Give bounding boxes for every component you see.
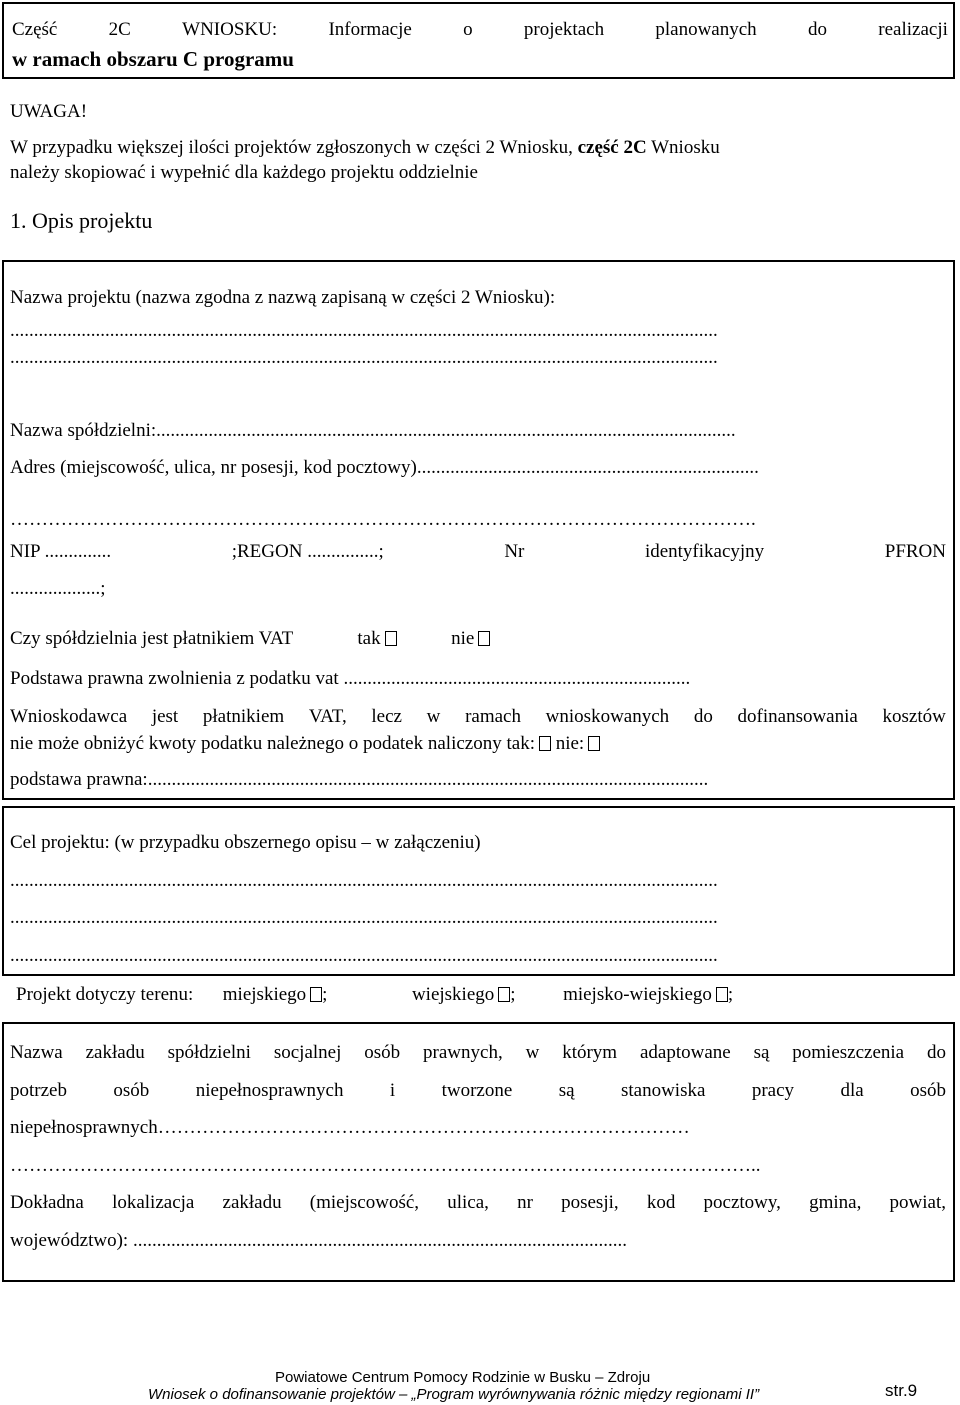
vat-basis-label: Podstawa prawna zwolnienia z podatku vat — [10, 668, 339, 689]
location-line-1: Dokładna lokalizacja zakładu (miejscowość, ulica, nr posesji, kod pocztowy, gmina, powiat, — [10, 1192, 946, 1213]
title-line-2: w ramach obszaru C programu — [12, 47, 294, 71]
goal-dots-2[interactable]: ..................................................................................................................................................... — [10, 907, 718, 928]
vat-question-label: Czy spółdzielnia jest płatnikiem VAT — [10, 628, 293, 649]
area-row — [16, 984, 733, 1006]
project-name-dots-1[interactable]: ..................................................................................................................................................... — [10, 320, 718, 341]
address-dots-line-2[interactable]: ………………………………………………………………………………………………………. — [10, 509, 756, 530]
regon-dots[interactable]: ...............; — [307, 541, 384, 562]
notice-line-2: należy skopiować i wypełnić dla każdego projektu oddzielnie — [10, 162, 478, 183]
vat-basis-row — [10, 668, 946, 690]
page-number: str.9 — [885, 1381, 918, 1400]
footer-line-1: Powiatowe Centrum Pomocy Rodzinie w Busku – Zdroju — [275, 1369, 651, 1386]
facility-line-2: potrzeb osób niepełnosprawnych i tworzone są stanowiska pracy dla osób — [10, 1080, 946, 1101]
area-sep-2: ; — [510, 984, 516, 1005]
vat-basis-dots[interactable]: ......................................................................... — [343, 668, 691, 689]
facility-line-1: Nazwa zakładu spółdzielni socjalnej osób prawnych, w którym adaptowane są pomieszczenia do — [10, 1042, 946, 1063]
notice-suffix: Wniosku — [651, 137, 720, 158]
vat-reduce-line-1: Wnioskodawca jest płatnikiem VAT, lecz w ramach wnioskowanych do dofinansowania kosztów — [10, 706, 946, 727]
coop-name-label: Nazwa spółdzielni: — [10, 420, 157, 441]
area-urban-label: miejskiego — [222, 984, 307, 1005]
area-sep-1: ; — [322, 984, 328, 1005]
coop-name-row — [10, 420, 946, 442]
vat-reduce-no-label: nie: — [555, 733, 585, 754]
nip-field — [10, 541, 111, 563]
area-rural-label: wiejskiego — [411, 984, 495, 1005]
footer-line-2: Wniosek o dofinansowanie projektów – „Program wyrównywania różnic między regionami II” — [148, 1386, 760, 1403]
location-dots[interactable]: ........................................................................................................ — [132, 1230, 627, 1251]
vat-no-checkbox[interactable] — [478, 631, 490, 646]
area-mixed-checkbox[interactable] — [716, 987, 728, 1002]
facility-line-3 — [10, 1117, 946, 1139]
pfron-label-nr: Nr — [504, 541, 525, 562]
facility-dots-4[interactable]: ……………………………………………………………………………………………………….. — [10, 1155, 761, 1176]
vat-reduce-yes-checkbox[interactable] — [539, 736, 551, 751]
section-heading: 1. Opis projektu — [10, 208, 153, 233]
goal-dots-3[interactable]: ..................................................................................................................................................... — [10, 945, 718, 966]
vat-no-label: nie — [451, 628, 475, 649]
pfron-label-pfron: PFRON — [884, 541, 946, 562]
legal-basis-row — [10, 769, 946, 791]
notice-line-1 — [10, 137, 948, 159]
vat-reduce-line-2 — [10, 733, 600, 755]
area-label: Projekt dotyczy terenu: — [16, 984, 194, 1005]
pfron-dots[interactable]: ...................; — [10, 578, 106, 599]
address-row — [10, 457, 946, 479]
regon-field — [232, 541, 384, 563]
vat-yes-checkbox[interactable] — [385, 631, 397, 646]
vat-yes-label: tak — [357, 628, 381, 649]
nip-dots[interactable]: ........... — [58, 541, 112, 562]
vat-reduce-text-2: nie może obniżyć kwoty podatku należnego o podatek naliczony tak: — [10, 733, 535, 754]
location-label: województwo): — [10, 1230, 129, 1251]
facility-line-3-label: niepełnosprawnych — [10, 1117, 158, 1138]
facility-word-potrzeb: potrzeb — [10, 1080, 67, 1101]
project-name-dots-2[interactable]: ..................................................................................................................................................... — [10, 347, 718, 368]
notice-heading: UWAGA! — [10, 101, 88, 122]
nip-label: NIP ... — [10, 541, 59, 562]
facility-line-3-dots[interactable]: ………………………………………………………………………… — [157, 1117, 690, 1138]
legal-basis-label: podstawa prawna: — [10, 769, 148, 790]
address-dots[interactable]: ........................................................................ — [416, 457, 759, 478]
regon-label: ;REGON — [231, 541, 303, 562]
area-sep-3: ; — [727, 984, 734, 1005]
ids-row — [10, 541, 946, 563]
vat-reduce-no-checkbox[interactable] — [588, 736, 600, 751]
vat-question-row — [10, 628, 946, 650]
area-rural-checkbox[interactable] — [498, 987, 510, 1002]
coop-name-dots[interactable]: .......................................................................................................................... — [156, 420, 736, 441]
area-urban-checkbox[interactable] — [310, 987, 322, 1002]
area-mixed-label: miejsko-wiejskiego — [563, 984, 712, 1005]
notice-text: W przypadku większej ilości projektów zgłoszonych w części 2 Wniosku, — [10, 137, 573, 158]
location-line-2 — [10, 1230, 946, 1252]
title-box — [2, 2, 955, 79]
pfron-label-id: identyfikacyjny — [644, 541, 765, 562]
goal-label: Cel projektu: (w przypadku obszernego opisu – w załączeniu) — [10, 832, 481, 853]
goal-dots-1[interactable]: ..................................................................................................................................................... — [10, 870, 718, 891]
title-line-1: Część 2C WNIOSKU: Informacje o projektach planowanych do realizacji — [12, 19, 948, 40]
address-label: Adres (miejscowość, ulica, nr posesji, kod pocztowy) — [10, 457, 417, 478]
notice-bold: część 2C — [577, 137, 647, 158]
project-name-label: Nazwa projektu (nazwa zgodna z nazwą zapisaną w części 2 Wniosku): — [10, 287, 556, 308]
legal-basis-dots[interactable]: ...................................................................................................................... — [147, 769, 709, 790]
